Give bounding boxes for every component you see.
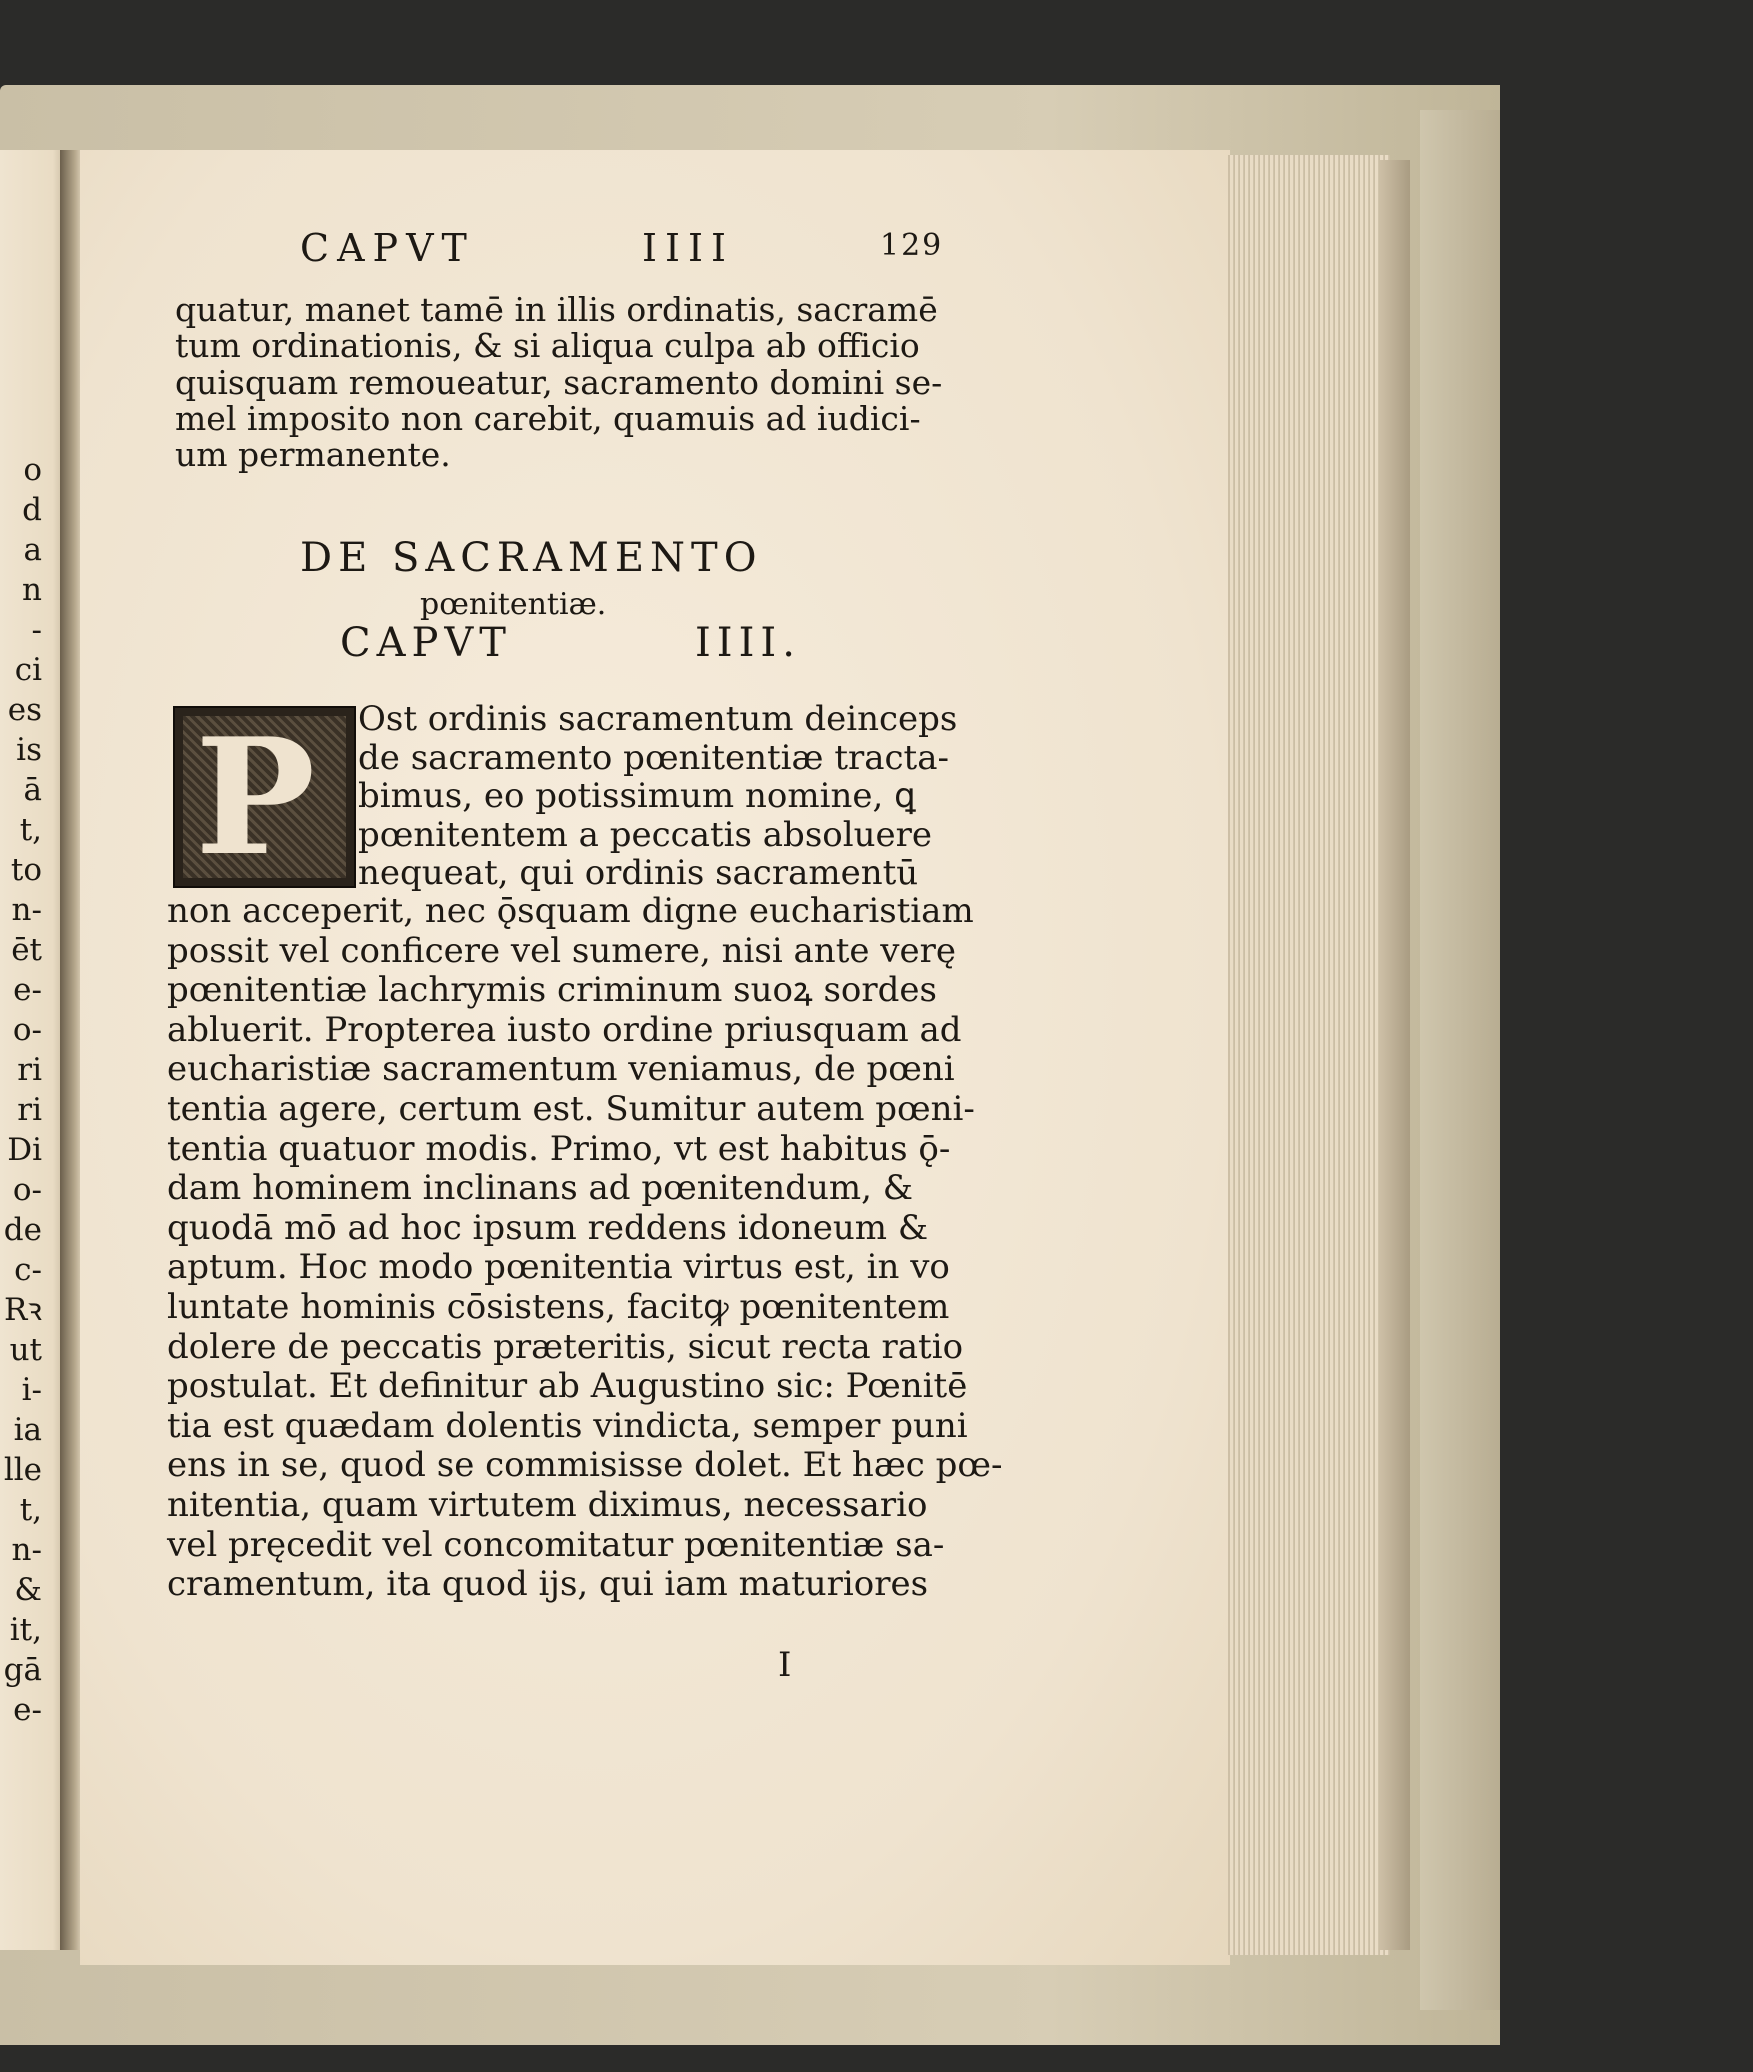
left-page-fragment: to bbox=[10, 852, 42, 888]
left-page-fragment: ut bbox=[9, 1332, 42, 1368]
text-line: aptum. Hoc modo pœnitentia virtus est, in vo bbox=[167, 1247, 950, 1288]
folio-number: 129 bbox=[880, 228, 944, 263]
left-page bbox=[0, 150, 66, 1950]
left-page-fragment: & bbox=[14, 1572, 42, 1608]
left-page-fragment: d bbox=[22, 492, 42, 528]
text-line: mel imposito non carebit, quamuis ad iudici- bbox=[175, 398, 921, 438]
left-page-fragment: it, bbox=[9, 1612, 42, 1648]
left-page-fragment: de bbox=[3, 1212, 42, 1248]
text-line: pœnitentiæ lachrymis criminum suoꝝ sordes bbox=[167, 970, 937, 1011]
left-page-fragment: n bbox=[22, 572, 42, 608]
page-stack-shade bbox=[1380, 160, 1410, 1950]
text-line: pœnitentem a peccatis absoluere bbox=[358, 814, 932, 855]
text-line: dolere de peccatis præteritis, sicut recta ratio bbox=[167, 1326, 964, 1367]
running-head bbox=[300, 226, 944, 276]
left-page-fragment: n- bbox=[11, 892, 42, 928]
text-line: abluerit. Propterea iusto ordine priusquam ad bbox=[167, 1009, 962, 1050]
running-head-caput: CAPVT bbox=[300, 226, 475, 270]
left-page-fragment: ri bbox=[17, 1052, 42, 1088]
text-line: ens in se, quod se commisisse dolet. Et hæc pœ- bbox=[167, 1445, 1003, 1486]
text-line: um permanente. bbox=[175, 435, 451, 475]
left-page-fragment: n- bbox=[11, 1532, 42, 1568]
running-head-chapter-number: IIII bbox=[642, 226, 735, 270]
text-line: tia est quædam dolentis vindicta, semper puni bbox=[167, 1405, 968, 1446]
left-page-fragment: a bbox=[23, 532, 42, 568]
text-line: tentia agere, certum est. Sumitur autem pœni- bbox=[167, 1088, 975, 1129]
left-page-fragment: ā bbox=[23, 772, 42, 808]
text-line: eucharistiæ sacramentum veniamus, de pœni bbox=[167, 1049, 955, 1090]
initial-letter: P bbox=[195, 703, 316, 891]
left-page-fragment: o- bbox=[12, 1172, 42, 1208]
text-line: dam hominem inclinans ad pœnitendum, & bbox=[167, 1168, 913, 1209]
left-page-fragment: i- bbox=[21, 1372, 42, 1408]
left-page-fragment: ēt bbox=[11, 932, 42, 968]
left-page-fragment: c- bbox=[14, 1252, 42, 1288]
text-line: de sacramento pœnitentiæ tracta- bbox=[358, 737, 949, 778]
text-line: possit vel conficere vel sumere, nisi ante verę bbox=[167, 930, 956, 971]
left-page-fragment: e- bbox=[13, 1692, 42, 1728]
decorated-initial bbox=[173, 703, 356, 891]
section-subtitle: pœnitentiæ. bbox=[420, 587, 607, 622]
text-line: cramentum, ita quod ijs, qui iam maturiores bbox=[167, 1564, 929, 1605]
left-page-fragment: es bbox=[7, 692, 42, 728]
left-page-fragment: - bbox=[31, 612, 42, 648]
text-line: quisquam remoueatur, sacramento domini se- bbox=[175, 362, 943, 402]
page-stack bbox=[1228, 155, 1390, 1955]
left-page-fragment: t, bbox=[19, 1492, 42, 1528]
left-page-fragment: Di bbox=[7, 1132, 42, 1168]
section-caput bbox=[340, 620, 801, 666]
left-page-fragment: lle bbox=[3, 1452, 42, 1488]
paragraph-2-beside-initial bbox=[358, 699, 958, 893]
left-page-fragment: Rꝛ bbox=[3, 1292, 42, 1328]
text-line: bimus, eo potissimum nomine, ꝗ bbox=[358, 776, 916, 816]
left-page-fragment: ci bbox=[14, 652, 42, 688]
left-page-fragment: ia bbox=[13, 1412, 42, 1448]
text-line: tum ordinationis, & si aliqua culpa ab officio bbox=[175, 326, 920, 366]
text-line: quodā mō ad hoc ipsum reddens idoneum & bbox=[167, 1207, 929, 1248]
left-page-fragment: gā bbox=[3, 1652, 42, 1688]
text-line: non acceperit, nec ǭsquam digne eucharistiam bbox=[167, 891, 974, 931]
section-caput-label: CAPVT bbox=[340, 620, 512, 666]
section-title: DE SACRAMENTO bbox=[300, 535, 763, 581]
cover-edge bbox=[1420, 110, 1500, 2010]
text-line: nequeat, qui ordinis sacramentū bbox=[358, 853, 919, 893]
text-line: quatur, manet tamē in illis ordinatis, sacramē bbox=[175, 290, 938, 329]
text-line: luntate hominis cōsistens, facitꝙ pœnitentem bbox=[167, 1286, 950, 1327]
left-page-fragment: is bbox=[16, 732, 42, 768]
left-page-text bbox=[0, 450, 42, 1730]
left-page-fragment: ri bbox=[17, 1092, 42, 1128]
left-page-fragment: o- bbox=[12, 1012, 42, 1048]
left-page-fragment: e- bbox=[13, 972, 42, 1008]
paragraph-2-continued bbox=[167, 891, 1003, 1605]
section-chapter-number: IIII. bbox=[695, 620, 801, 666]
text-line: tentia quatuor modis. Primo, vt est habitus ǭ- bbox=[167, 1128, 951, 1169]
text-line: Ost ordinis sacramentum deinceps bbox=[358, 699, 958, 739]
text-line: vel pręcedit vel concomitatur pœnitentiæ sa- bbox=[167, 1524, 945, 1565]
left-page-fragment: o bbox=[23, 452, 42, 488]
left-page-fragment: t, bbox=[19, 812, 42, 848]
signature-mark: I bbox=[778, 1645, 792, 1685]
text-line: postulat. Et definitur ab Augustino sic: Pœnitē bbox=[167, 1366, 968, 1407]
paragraph-1 bbox=[175, 292, 945, 473]
text-line: nitentia, quam virtutem diximus, necessario bbox=[167, 1484, 928, 1525]
